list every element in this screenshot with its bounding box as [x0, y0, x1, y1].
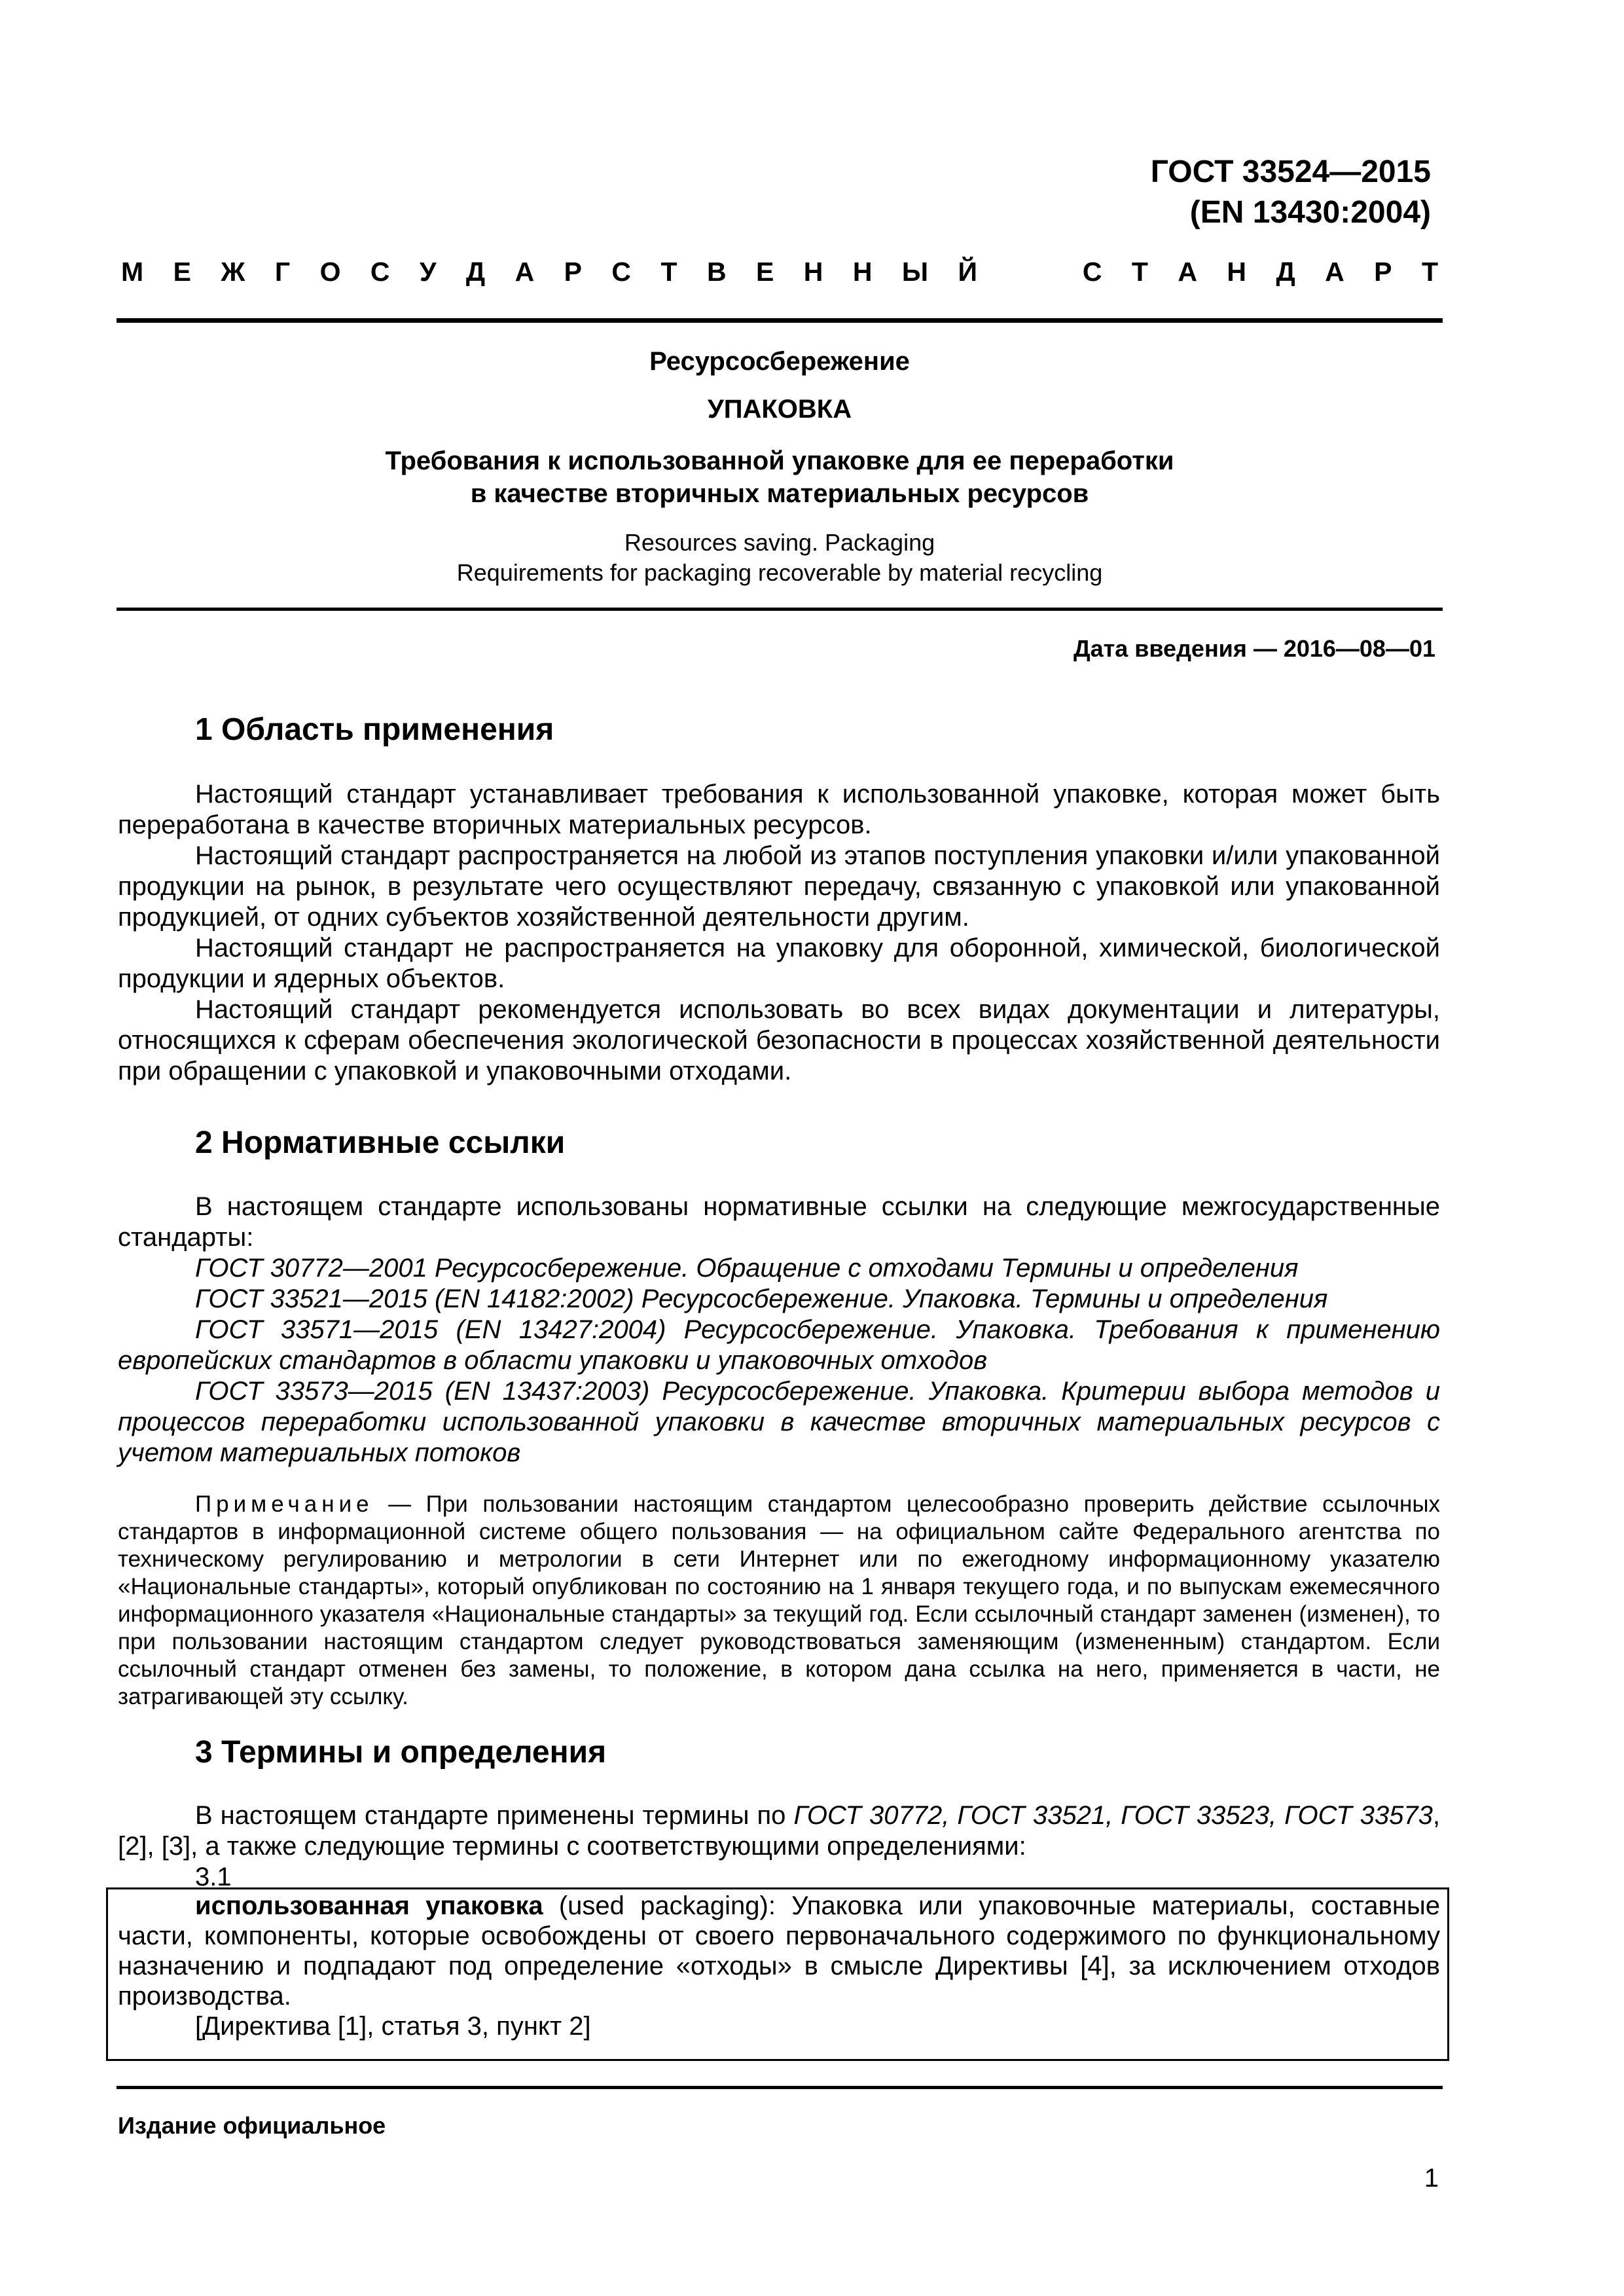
page-number: 1	[1424, 2164, 1439, 2193]
banner-letter: А	[514, 257, 535, 287]
reference-item: ГОСТ 33521—2015 (EN 14182:2002) Ресурсосбережение. Упаковка. Термины и определения	[195, 1285, 1328, 1313]
title-subject: УПАКОВКА	[707, 395, 852, 424]
banner-letter: Д	[1276, 257, 1295, 287]
section-1-body	[118, 779, 1440, 1087]
title-rule	[117, 608, 1443, 611]
banner-letter: А	[1325, 257, 1344, 287]
term-number: 3.1	[195, 1863, 232, 1891]
banner-letter: Н	[803, 257, 823, 287]
definition-source: [Директива [1], статья 3, пункт 2]	[195, 2012, 591, 2041]
banner-letter: В	[706, 257, 727, 287]
reference-item: ГОСТ 30772—2001 Ресурсосбережение. Обращение с отходами Термины и определения	[195, 1254, 1299, 1283]
banner-letter: Т	[1131, 257, 1148, 287]
title-topic: Ресурсосбережение	[649, 347, 910, 376]
banner-letter: С	[1082, 257, 1102, 287]
edition-label: Издание официальное	[118, 2112, 386, 2139]
banner-letter: Т	[1421, 257, 1438, 287]
en-standard-code: (EN 13430:2004)	[1189, 195, 1431, 230]
section-3-body	[118, 1800, 1440, 1893]
paragraph: Настоящий стандарт устанавливает требования к использованной упаковке, которая может быть переработана в качестве вторичных материальных ресурсов.	[118, 780, 1440, 839]
standard-code: ГОСТ 33524—2015	[1150, 155, 1431, 189]
banner-letter: Е	[173, 257, 191, 287]
intro-references: ГОСТ 30772, ГОСТ 33521, ГОСТ 33523, ГОСТ 33573	[793, 1801, 1433, 1830]
top-rule	[117, 318, 1443, 323]
banner-letter: Н	[852, 257, 873, 287]
banner-letter: Е	[756, 257, 774, 287]
reference-item: ГОСТ 33571—2015 (EN 13427:2004) Ресурсосбережение. Упаковка. Требования к применению европейских стандартов в области упаковки и упаковочных отходов	[118, 1315, 1440, 1375]
paragraph: Настоящий стандарт не распространяется на упаковку для оборонной, химической, биологической продукции и ядерных объектов.	[118, 934, 1440, 993]
banner-letter: М	[121, 257, 144, 287]
paragraph: В настоящем стандарте использованы нормативные ссылки на следующие межгосударственные стандарты:	[118, 1192, 1440, 1252]
banner-letter: Н	[1227, 257, 1246, 287]
banner-letter: А	[1178, 257, 1197, 287]
title-en-line-1: Resources saving. Packaging	[624, 529, 935, 556]
term-definition	[118, 1891, 1440, 2041]
term-english: (used packaging)	[543, 1891, 768, 1920]
note-label: Примечание	[195, 1491, 374, 1517]
banner-letter: Р	[564, 257, 582, 287]
standard-type-banner	[121, 257, 1438, 287]
section-2-heading: 2 Нормативные ссылки	[195, 1125, 566, 1160]
banner-letter: Ы	[901, 257, 929, 287]
paragraph	[118, 1800, 1440, 1862]
section-3-heading: 3 Термины и определения	[195, 1735, 607, 1770]
banner-letter: С	[611, 257, 632, 287]
paragraph: Настоящий стандарт рекомендуется использовать во всех видах документации и литературы, относящихся к сферам обеспечения экологической безопасности в процессах хозяйственной деятельности при обращении с упаковкой и упаковочными отходами.	[118, 995, 1440, 1085]
banner-letter: Т	[660, 257, 677, 287]
banner-letter: У	[419, 257, 437, 287]
banner-letter: Ж	[221, 257, 245, 287]
section-1-heading: 1 Область применения	[195, 712, 554, 747]
banner-letter: Р	[1374, 257, 1392, 287]
banner-letter: Й	[958, 257, 977, 287]
title-line-2: в качестве вторичных материальных ресурсов	[470, 479, 1089, 508]
intro-text: , [2], [3], а также следующие термины с соответствующими определениями:	[118, 1801, 1440, 1861]
banner-letter: С	[370, 257, 390, 287]
reference-note	[118, 1491, 1440, 1711]
term: использованная упаковка	[195, 1891, 543, 1920]
banner-letter: О	[319, 257, 341, 287]
reference-item: ГОСТ 33573—2015 (EN 13437:2003) Ресурсосбережение. Упаковка. Критерии выбора методов и процессов переработки использованной упаковки в качестве вторичных материальных ресурсов с учетом материальных потоков	[118, 1377, 1440, 1467]
banner-letter: Г	[274, 257, 291, 287]
title-line-1: Требования к использованной упаковке для ее переработки	[385, 446, 1174, 475]
note-text: — При пользовании настоящим стандартом целесообразно проверить действие ссылочных стандартов в информационной системе общего пользования — на официальном сайте Федерального агентства по техническому регулированию и метрологии в сети Интернет или по ежегодному информационному указателю «Национальные стандарты», который опубликован по состоянию на 1 января текущего года, и по выпускам ежемесячного информационного указателя «Национальные стандарты» за текущий год. Если ссылочный стандарт заменен (изменен), то при пользовании настоящим стандартом следует руководствоваться заменяющим (измененным) стандартом. Если ссылочный стандарт отменен без замены, то положение, в котором дана ссылка на него, применяется в части, не затрагивающей эту ссылку.	[118, 1491, 1440, 1709]
banner-letter: Д	[465, 257, 486, 287]
paragraph: Настоящий стандарт распространяется на любой из этапов поступления упаковки и/или упакованной продукции на рынок, в результате чего осуществляют передачу, связанную с упаковкой или упакованной продукцией, от одних субъектов хозяйственной деятельности другим.	[118, 841, 1440, 932]
title-en-line-2: Requirements for packaging recoverable by material recycling	[456, 559, 1103, 586]
footer-rule	[117, 2086, 1443, 2089]
date-of-introduction: Дата введения — 2016—08—01	[1073, 635, 1435, 662]
intro-text: В настоящем стандарте применены термины по	[195, 1801, 794, 1830]
section-2-body	[118, 1192, 1440, 1468]
definition-text: : Упаковка или упаковочные материалы, составные части, компоненты, которые освобождены от своего первоначального содержимого по функциональному назначению и подпадают под определение «отходы» в смысле Директивы [4], за исключением отходов производства.	[118, 1891, 1441, 2011]
